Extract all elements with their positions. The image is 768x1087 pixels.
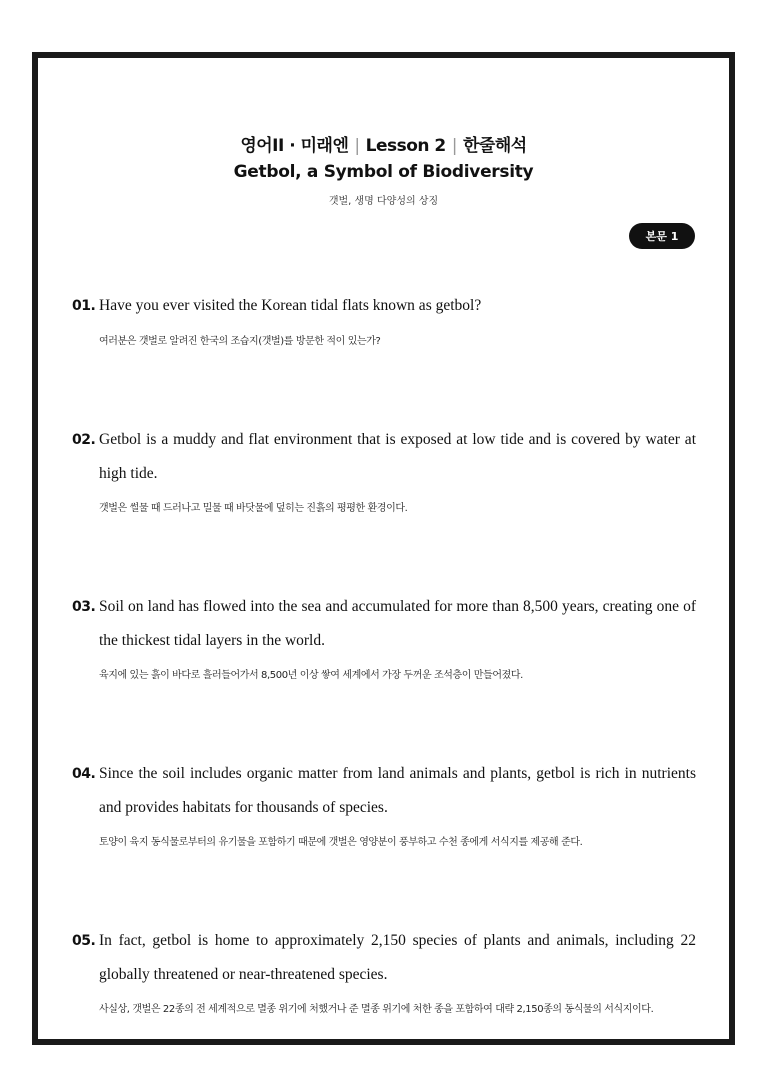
lesson-label: Lesson 2 (365, 136, 446, 156)
sentence-number: 05. (72, 933, 96, 949)
title-korean: 갯벌, 생명 다양성의 상징 (328, 196, 439, 207)
header-divider: | (354, 136, 360, 156)
section-badge: 본문 1 (629, 223, 695, 249)
sentence-korean: 육지에 있는 흙이 바다로 흘러들어가서 8,500년 이상 쌓여 세계에서 가장 두꺼운 조석층이 만들어졌다. (99, 670, 523, 681)
sentence-english: Since the soil includes organic matter from land animals and plants, getbol is rich in nutrients and provides habitats for thousands of species. (99, 765, 696, 816)
sentence-number: 03. (72, 599, 96, 615)
sentence-english: Soil on land has flowed into the sea and accumulated for more than 8,500 years, creating one of the thickest tidal layers in the world. (99, 598, 696, 649)
worksheet-kind: 한줄해석 (462, 136, 527, 156)
sentence-english: Getbol is a muddy and flat environment that is exposed at low tide and is covered by water at high tide. (99, 431, 696, 482)
sentence-korean: 사실상, 갯벌은 22종의 전 세계적으로 멸종 위기에 처했거나 준 멸종 위기에 처한 종을 포함하여 대략 2,150종의 동식물의 서식지이다. (99, 1004, 654, 1015)
sentence-korean: 토양이 육지 동식물로부터의 유기물을 포함하기 때문에 갯벌은 영양분이 풍부하고 수천 종에게 서식지를 제공해 준다. (99, 837, 583, 848)
worksheet-header (38, 131, 729, 156)
sentence-number: 04. (72, 766, 96, 782)
sentence-korean: 갯벌은 썰물 때 드러나고 밀물 때 바닷물에 덮히는 진흙의 평평한 환경이다. (99, 503, 408, 514)
sentence-english: Have you ever visited the Korean tidal flats known as getbol? (99, 297, 482, 314)
course-label: 영어II · 미래엔 (240, 136, 349, 156)
title-english: Getbol, a Symbol of Biodiversity (233, 162, 534, 182)
sentence-number: 01. (72, 298, 96, 314)
page-frame (32, 52, 735, 1045)
sentence-number: 02. (72, 432, 96, 448)
sentence-korean: 여러분은 갯벌로 알려진 한국의 조습지(갯벌)를 방문한 적이 있는가? (99, 336, 381, 347)
header-divider: | (451, 136, 457, 156)
sentence-english: In fact, getbol is home to approximately 2,150 species of plants and animals, including 22 globally threatened or near-threatened species. (99, 932, 696, 983)
